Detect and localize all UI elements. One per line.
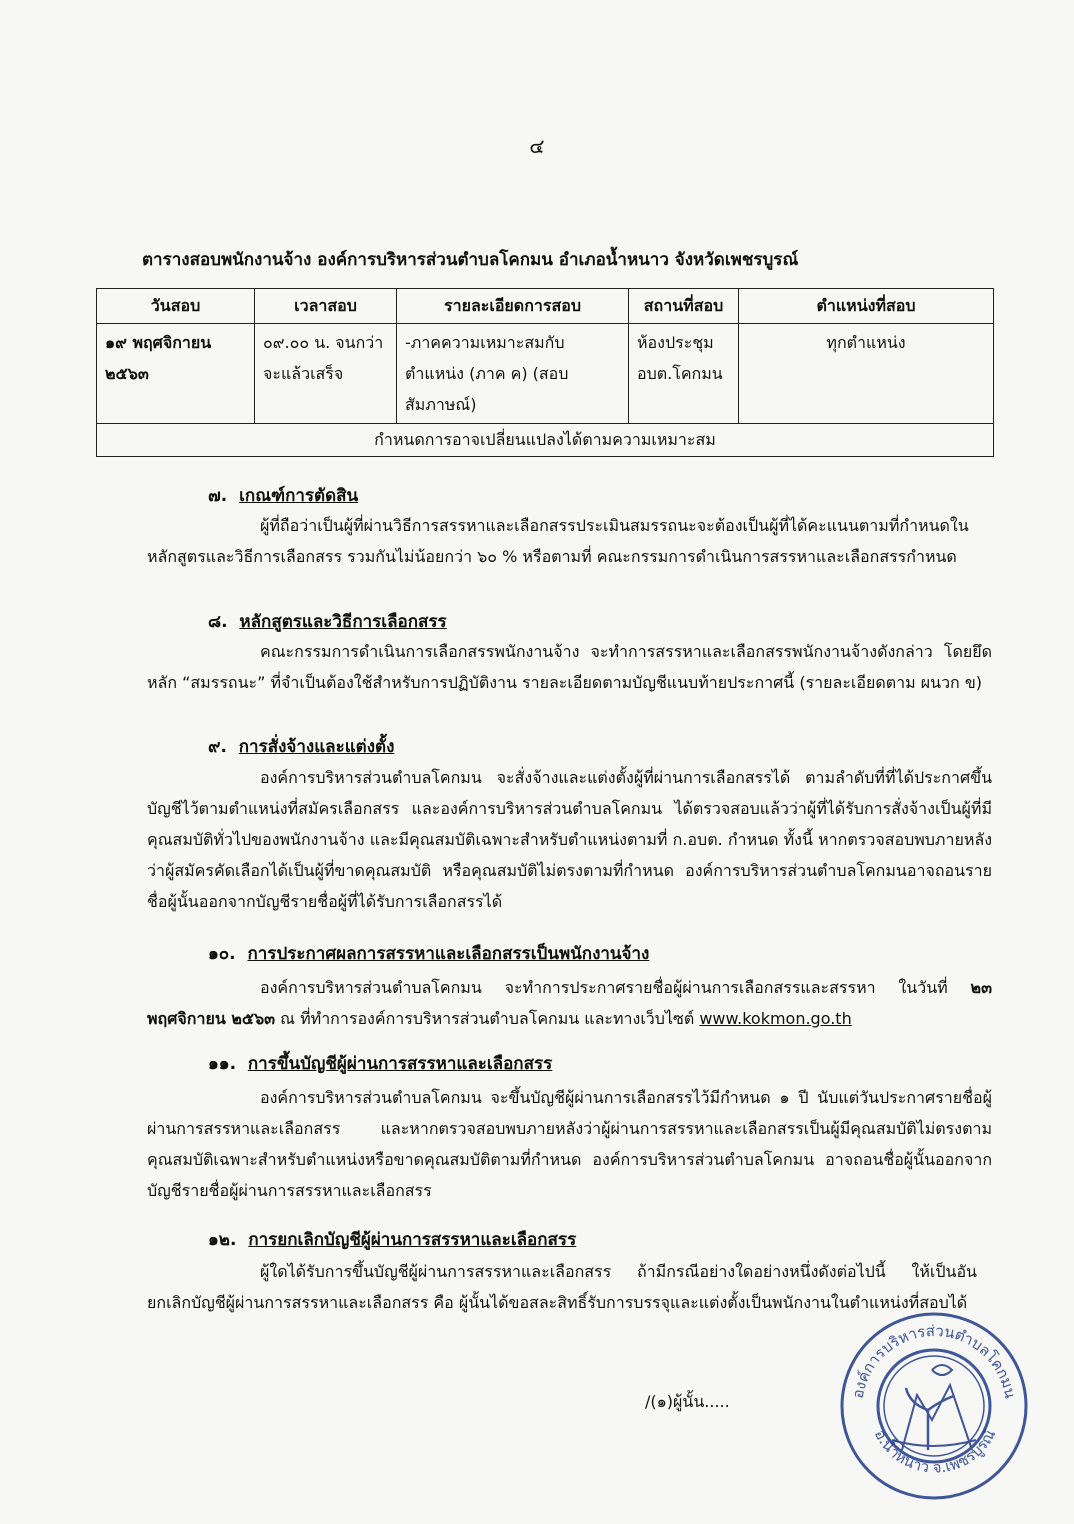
header-position: ตำแหน่งที่สอบ [739,289,994,324]
section-10-heading [208,940,649,967]
section-11-text: องค์การบริหารส่วนตำบลโคกมน จะขึ้นบัญชีผู้ผ่านการเลือกสรรไว้มีกำหนด ๑ ปี นับแต่วันประกาศรายชื่อผู้ผ่านการสรรหาและเลือกสรร และหากตรวจสอบพบภายหลังว่าผู้ผ่านการสรรหาและเลือกสรรเป็นผู้มีคุณสมบัติไม่ตรงตามคุณสมบัติเฉพาะสำหรับตำแหน่งหรือขาดคุณสมบัติตามที่กำหนด องค์การบริหารส่วนตำบลโคกมน อาจถอนชื่อผู้นั้นออกจากบัญชีรายชื่อผู้ผ่านการสรรหาและเลือกสรร [147,1088,992,1200]
cell-position: ทุกตำแหน่ง [739,324,994,424]
schedule-note: กำหนดการอาจเปลี่ยนแปลงได้ตามความเหมาะสม [97,424,994,457]
section-9-title: การสั่งจ้างและแต่งตั้ง [238,737,395,757]
cell-time: ๐๙.๐๐ น. จนกว่าจะแล้วเสร็จ [255,324,397,424]
seal-bottom-text: อ.น้ำหนาว จ.เพชรบูรณ์ [870,1426,1000,1477]
section-7-number: ๗. [208,486,228,506]
table-row [97,324,994,424]
cell-date: ๑๙ พฤศจิกายน ๒๕๖๓ [97,324,255,424]
section-11-body [147,1082,992,1206]
header-detail: รายละเอียดการสอบ [397,289,629,324]
table-note-row [97,424,994,457]
section-7-heading [208,482,358,509]
header-date: วันสอบ [97,289,255,324]
section-10-body [147,972,992,1034]
section-8-body [147,636,992,698]
section-8-heading [208,608,447,635]
schedule-title: ตารางสอบพนักงานจ้าง องค์การบริหารส่วนตำบลโคกมน อำเภอน้ำหนาว จังหวัดเพชรบูรณ์ [142,250,799,270]
section-12-number: ๑๒. [208,1230,237,1250]
continuation-note: /(๑)ผู้นั้น..... [645,1392,730,1411]
section-11-number: ๑๑. [208,1054,237,1074]
svg-text:อ.น้ำหนาว จ.เพชรบูรณ์ [871,1426,999,1476]
section-9-heading [208,733,394,760]
section-11-heading [208,1050,552,1077]
cell-place: ห้องประชุม อบต.โคกมน [629,324,739,424]
page-number: ๔ [529,134,545,158]
section-7-body [147,510,992,572]
section-7-title: เกณฑ์การตัดสิน [239,486,359,506]
header-time: เวลาสอบ [255,289,397,324]
section-10-number: ๑๐. [208,944,236,964]
section-8-text: คณะกรรมการดำเนินการเลือกสรรพนักงานจ้าง จะทำการสรรหาและเลือกสรรพนักงานจ้างดังกล่าว โดยยึดหลัก “สมรรถนะ” ที่จำเป็นต้องใช้สำหรับการปฏิบัติงาน รายละเอียดตามบัญชีแนบท้ายประกาศนี้ (รายละเอียดตาม ผนวก ข) [147,642,992,692]
section-10-title: การประกาศผลการสรรหาและเลือกสรรเป็นพนักงานจ้าง [247,944,650,964]
section-10-text-a: องค์การบริหารส่วนตำบลโคกมน จะทำการประกาศรายชื่อผู้ผ่านการเลือกสรรและสรรหา ในวันที่ [260,978,971,997]
section-12-text: ผู้ใดได้รับการขึ้นบัญชีผู้ผ่านการสรรหาและเลือกสรร ถ้ามีกรณีอย่างใดอย่างหนึ่งดังต่อไปนี้ ให้เป็นอันยกเลิกบัญชีผู้ผ่านการสรรหาและเลือกสรร คือ ผู้นั้นได้ขอสละสิทธิ์รับการบรรจุและแต่งตั้งเป็นพนักงานในตำแหน่งที่สอบได้ [147,1262,977,1312]
section-9-body [147,762,992,917]
section-12-title: การยกเลิกบัญชีผู้ผ่านการสรรหาและเลือกสรร [248,1230,577,1250]
svg-text:องค์การบริหารส่วนตำบลโคกมน [849,1322,1020,1400]
official-seal-stamp [832,1300,1037,1510]
website-link[interactable]: www.kokmon.go.th [699,1009,852,1028]
section-8-number: ๘. [208,612,228,632]
section-7-text: ผู้ที่ถือว่าเป็นผู้ที่ผ่านวิธีการสรรหาและเลือกสรรประเมินสมรรถนะจะต้องเป็นผู้ที่ได้คะแนนตามที่กำหนดในหลักสูตรและวิธีการเลือกสรร รวมกันไม่น้อยกว่า ๖๐ % หรือตามที่ คณะกรรมการดำเนินการสรรหาและเลือกสรรกำหนด [147,516,969,566]
section-8-title: หลักสูตรและวิธีการเลือกสรร [239,612,447,632]
cell-detail: -ภาคความเหมาะสมกับตำแหน่ง (ภาค ค) (สอบสัมภาษณ์) [397,324,629,424]
announce-date: ๒๓ พฤศจิกายน ๒๕๖๓ [147,978,992,1028]
exam-schedule-table [96,288,994,457]
section-9-text: องค์การบริหารส่วนตำบลโคกมน จะสั่งจ้างและแต่งตั้งผู้ที่ผ่านการเลือกสรรได้ ตามลำดับที่ที่ได้ประกาศขึ้นบัญชีไว้ตามตำแหน่งที่สมัครเลือกสรร และองค์การบริหารส่วนตำบลโคกมน ได้ตรวจสอบแล้วว่าผู้ที่ได้รับการสั่งจ้างเป็นผู้ที่มีคุณสมบัติทั่วไปของพนักงานจ้าง และมีคุณสมบัติเฉพาะสำหรับตำแหน่งตามที่ ก.อบต. กำหนด ทั้งนี้ หากตรวจสอบพบภายหลังว่าผู้สมัครคัดเลือกได้เป็นผู้ที่ขาดคุณสมบัติ หรือคุณสมบัติไม่ตรงตามที่กำหนด องค์การบริหารส่วนตำบลโคกมนอาจถอนรายชื่อผู้นั้นออกจากบัญชีรายชื่อผู้ที่ได้รับการเลือกสรรได้ [147,768,993,911]
table-header-row [97,289,994,324]
section-9-number: ๙. [208,737,227,757]
section-10-text-b: ณ ที่ทำการองค์การบริหารส่วนตำบลโคกมน และทางเว็บไซต์ [275,1009,700,1028]
seal-top-text: องค์การบริหารส่วนตำบลโคกมน [848,1321,1020,1400]
section-12-heading [208,1226,576,1253]
section-11-title: การขึ้นบัญชีผู้ผ่านการสรรหาและเลือกสรร [247,1054,553,1074]
header-place: สถานที่สอบ [629,289,739,324]
